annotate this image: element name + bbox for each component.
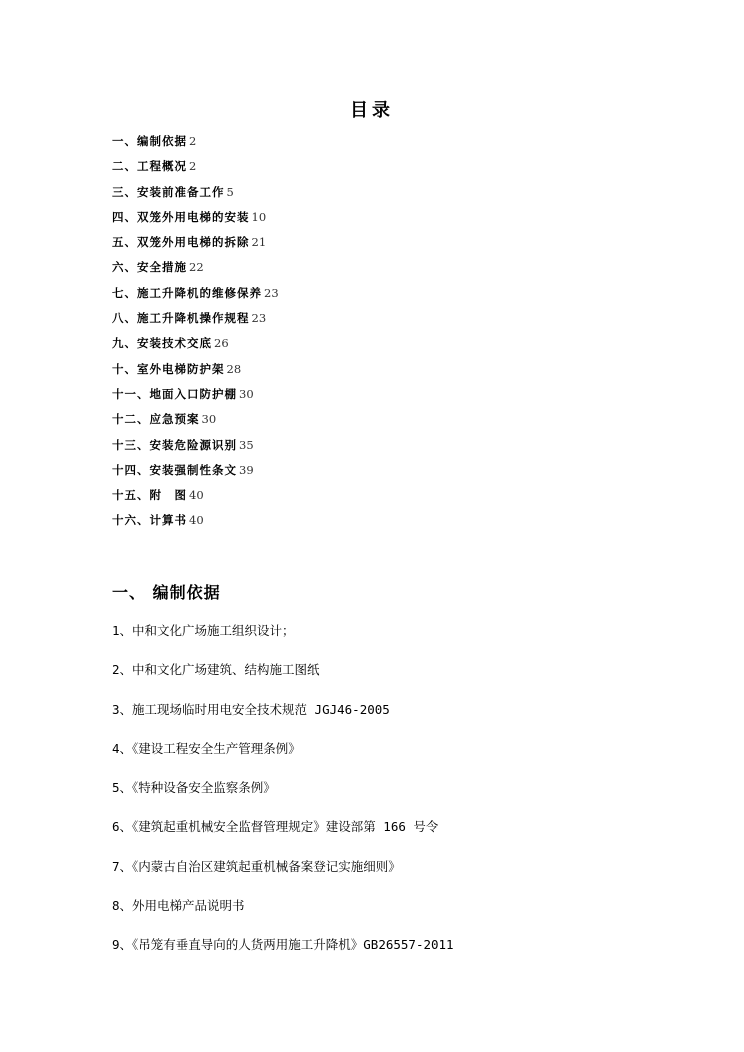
basis-item: 9、《吊笼有垂直导向的人货两用施工升降机》GB26557-2011 [112, 937, 454, 953]
toc-entry-label: 十三、安装危险源识别 [112, 437, 237, 452]
toc-entry-label: 六、安全措施 [112, 260, 187, 275]
toc-entry[interactable] [112, 284, 279, 309]
toc-entry-label: 三、安装前准备工作 [112, 184, 225, 199]
toc-entry-label: 八、施工升降机操作规程 [112, 311, 250, 326]
toc-entry-label: 十、室外电梯防护架 [112, 361, 225, 376]
toc-entry[interactable] [112, 410, 279, 435]
basis-item: 2、中和文化广场建筑、结构施工图纸 [112, 662, 320, 678]
table-of-contents [112, 132, 279, 537]
toc-entry[interactable] [112, 511, 279, 536]
toc-entry-label: 九、安装技术交底 [112, 336, 212, 351]
basis-item: 6、《建筑起重机械安全监督管理规定》建设部第 166 号令 [112, 819, 439, 835]
toc-entry-page: 2 [189, 134, 197, 148]
toc-entry-page: 28 [226, 361, 242, 376]
toc-entry[interactable] [112, 461, 279, 486]
toc-entry-page: 23 [264, 285, 279, 300]
toc-entry-page: 21 [251, 235, 267, 250]
toc-entry-label: 十六、计算书 [112, 513, 187, 528]
toc-entry-page: 22 [189, 260, 204, 275]
toc-entry-page: 30 [201, 412, 217, 427]
toc-entry-page: 40 [189, 513, 204, 528]
toc-entry-label: 十二、应急预案 [112, 412, 200, 427]
toc-entry[interactable] [112, 233, 279, 258]
section-heading: 一、 编制依据 [112, 583, 221, 602]
toc-entry-page: 5 [226, 184, 234, 199]
toc-entry[interactable] [112, 157, 279, 182]
basis-item: 8、外用电梯产品说明书 [112, 898, 245, 914]
toc-entry[interactable] [112, 436, 279, 461]
toc-entry-label: 十四、安装强制性条文 [112, 462, 237, 477]
toc-entry-page: 30 [239, 386, 254, 401]
toc-entry[interactable] [112, 360, 279, 385]
toc-entry[interactable] [112, 309, 279, 334]
basis-item: 5、《特种设备安全监察条例》 [112, 780, 276, 796]
toc-entry-page: 39 [239, 462, 254, 477]
basis-item: 3、施工现场临时用电安全技术规范 JGJ46-2005 [112, 701, 390, 717]
toc-entry[interactable] [112, 258, 279, 283]
toc-entry[interactable] [112, 183, 279, 208]
basis-item: 4、《建设工程安全生产管理条例》 [112, 740, 301, 756]
toc-entry[interactable] [112, 334, 279, 359]
toc-entry[interactable] [112, 132, 279, 157]
basis-list [112, 622, 454, 976]
toc-title: 目录 [350, 100, 394, 121]
toc-entry-page: 26 [214, 336, 229, 351]
toc-entry-page: 10 [251, 209, 267, 224]
basis-item: 1、中和文化广场施工组织设计； [112, 623, 295, 638]
toc-entry-label: 十一、地面入口防护棚 [112, 386, 237, 401]
toc-entry-label: 二、工程概况 [112, 159, 187, 174]
basis-item: 7、《内蒙古自治区建筑起重机械备案登记实施细则》 [112, 858, 401, 874]
toc-entry-label: 五、双笼外用电梯的拆除 [112, 235, 250, 250]
toc-entry-page: 23 [251, 311, 267, 326]
toc-entry-label: 四、双笼外用电梯的安装 [112, 209, 250, 224]
toc-entry[interactable] [112, 486, 279, 511]
toc-entry-label: 七、施工升降机的维修保养 [112, 285, 262, 300]
toc-entry-label: 一、编制依据 [112, 134, 187, 148]
toc-entry-page: 35 [239, 437, 254, 452]
toc-entry[interactable] [112, 385, 279, 410]
toc-entry-page: 2 [189, 159, 197, 174]
toc-entry[interactable] [112, 208, 279, 233]
toc-entry-label: 十五、附 图 [112, 488, 187, 503]
toc-entry-page: 40 [189, 488, 204, 503]
